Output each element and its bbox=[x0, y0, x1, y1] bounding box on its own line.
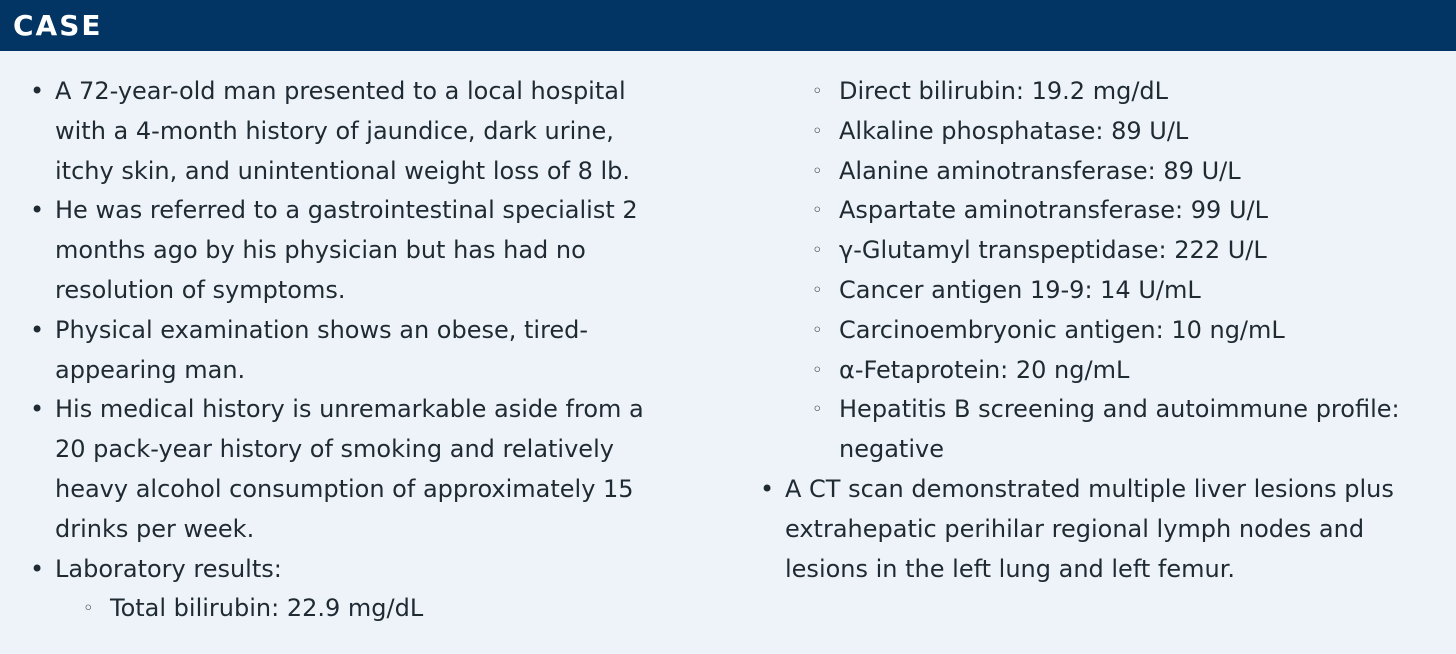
lab-result-item: ◦ Alkaline phosphatase: 89 U/L bbox=[760, 112, 1430, 152]
lab-result-item: ◦ Direct bilirubin: 19.2 mg/dL bbox=[760, 72, 1430, 112]
right-lab-list bbox=[760, 72, 1430, 589]
right-column bbox=[760, 72, 1430, 589]
bullet-item: • He was referred to a gastrointestinal specialist 2 months ago by his physician but has had no resolution of symptoms. bbox=[30, 191, 670, 310]
lab-result-item: ◦ Total bilirubin: 22.9 mg/dL bbox=[30, 589, 670, 629]
bullet-item: • Laboratory results: bbox=[30, 550, 670, 590]
case-content bbox=[0, 51, 1456, 654]
bullet-item: • A CT scan demonstrated multiple liver lesions plus extrahepatic perihilar regional lymph nodes and lesions in the left lung and left femur. bbox=[760, 470, 1430, 589]
lab-result-item: ◦ Hepatitis B screening and autoimmune profile: negative bbox=[760, 390, 1430, 470]
lab-result-item: ◦ Aspartate aminotransferase: 99 U/L bbox=[760, 191, 1430, 231]
case-header bbox=[0, 0, 1456, 51]
lab-result-item: ◦ α-Fetaprotein: 20 ng/mL bbox=[760, 351, 1430, 391]
bullet-item: • His medical history is unremarkable aside from a 20 pack-year history of smoking and relatively heavy alcohol consumption of approximately 15 drinks per week. bbox=[30, 390, 670, 549]
bullet-item: • A 72-year-old man presented to a local hospital with a 4-month history of jaundice, dark urine, itchy skin, and unintentional weight loss of 8 lb. bbox=[30, 72, 670, 191]
left-column bbox=[30, 72, 670, 629]
lab-result-item: ◦ Alanine aminotransferase: 89 U/L bbox=[760, 152, 1430, 192]
lab-result-item: ◦ Carcinoembryonic antigen: 10 ng/mL bbox=[760, 311, 1430, 351]
lab-result-item: ◦ γ-Glutamyl transpeptidase: 222 U/L bbox=[760, 231, 1430, 271]
left-bullet-list bbox=[30, 72, 670, 629]
bullet-item: • Physical examination shows an obese, tired-appearing man. bbox=[30, 311, 670, 391]
header-title: CASE bbox=[13, 9, 103, 42]
lab-result-item: ◦ Cancer antigen 19-9: 14 U/mL bbox=[760, 271, 1430, 311]
